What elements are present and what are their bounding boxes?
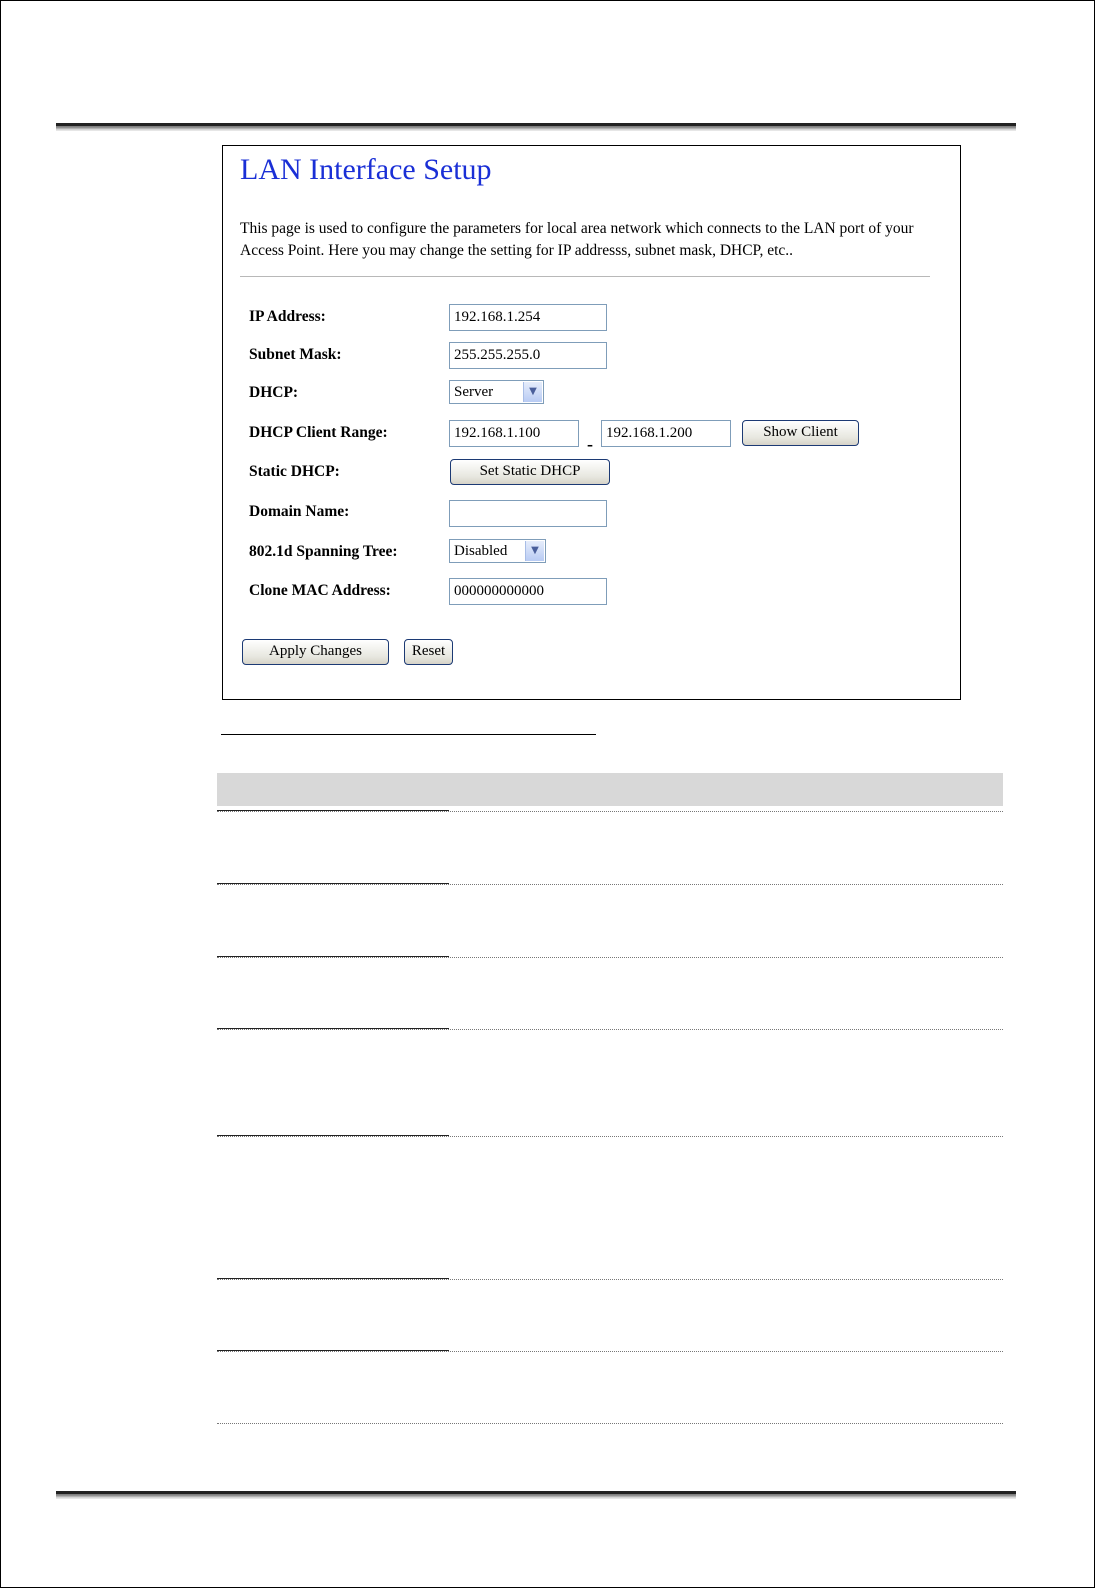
- divider: [240, 276, 930, 277]
- dhcp-client-range-label: DHCP Client Range:: [249, 424, 388, 441]
- set-static-dhcp-button[interactable]: Set Static DHCP: [450, 459, 610, 485]
- clone-mac-label: Clone MAC Address:: [249, 582, 391, 599]
- dhcp-range-start-input[interactable]: 192.168.1.100: [449, 420, 579, 447]
- subnet-mask-label: Subnet Mask:: [249, 346, 342, 363]
- domain-name-input[interactable]: [449, 500, 607, 527]
- table-row-divider: [217, 1423, 1003, 1424]
- apply-changes-button[interactable]: Apply Changes: [242, 639, 389, 665]
- header-rule: [56, 123, 1016, 131]
- table-row-divider: [217, 884, 1003, 885]
- spanning-tree-label: 802.1d Spanning Tree:: [249, 543, 398, 560]
- lan-setup-screenshot: [222, 145, 961, 700]
- caption-underline: [221, 734, 596, 735]
- table-header: [217, 773, 1003, 806]
- chevron-down-icon[interactable]: ▼: [525, 541, 544, 561]
- ip-address-label: IP Address:: [249, 308, 326, 325]
- table-row-divider: [217, 957, 1003, 958]
- subnet-mask-input[interactable]: 255.255.255.0: [449, 342, 607, 369]
- clone-mac-input[interactable]: 000000000000: [449, 578, 607, 605]
- dhcp-range-end-input[interactable]: 192.168.1.200: [601, 420, 731, 447]
- dhcp-select-value: Server: [454, 384, 494, 400]
- domain-name-label: Domain Name:: [249, 503, 350, 520]
- ip-address-input[interactable]: 192.168.1.254: [449, 304, 607, 331]
- spanning-tree-select[interactable]: [449, 539, 546, 563]
- table-row-divider: [217, 1136, 1003, 1137]
- page-title: LAN Interface Setup: [240, 153, 492, 186]
- page-description: This page is used to configure the parameters for local area network which connects to the LAN port of your Access Point. Here you may change the setting for IP addresss, subnet mask, DHCP, etc..: [240, 220, 914, 259]
- table-row-divider: [217, 1351, 1003, 1352]
- spanning-tree-select-value: Disabled: [454, 543, 508, 559]
- chevron-down-icon[interactable]: ▼: [523, 382, 542, 402]
- dhcp-label: DHCP:: [249, 384, 299, 401]
- footer-rule: [56, 1491, 1016, 1499]
- dhcp-select[interactable]: [449, 380, 544, 404]
- range-separator: -: [587, 434, 593, 454]
- table-row-divider: [217, 1279, 1003, 1280]
- table-row-divider: [217, 811, 1003, 812]
- reset-button[interactable]: Reset: [404, 639, 453, 665]
- static-dhcp-label: Static DHCP:: [249, 463, 340, 480]
- show-client-button[interactable]: Show Client: [742, 420, 859, 446]
- table-row-divider: [217, 1029, 1003, 1030]
